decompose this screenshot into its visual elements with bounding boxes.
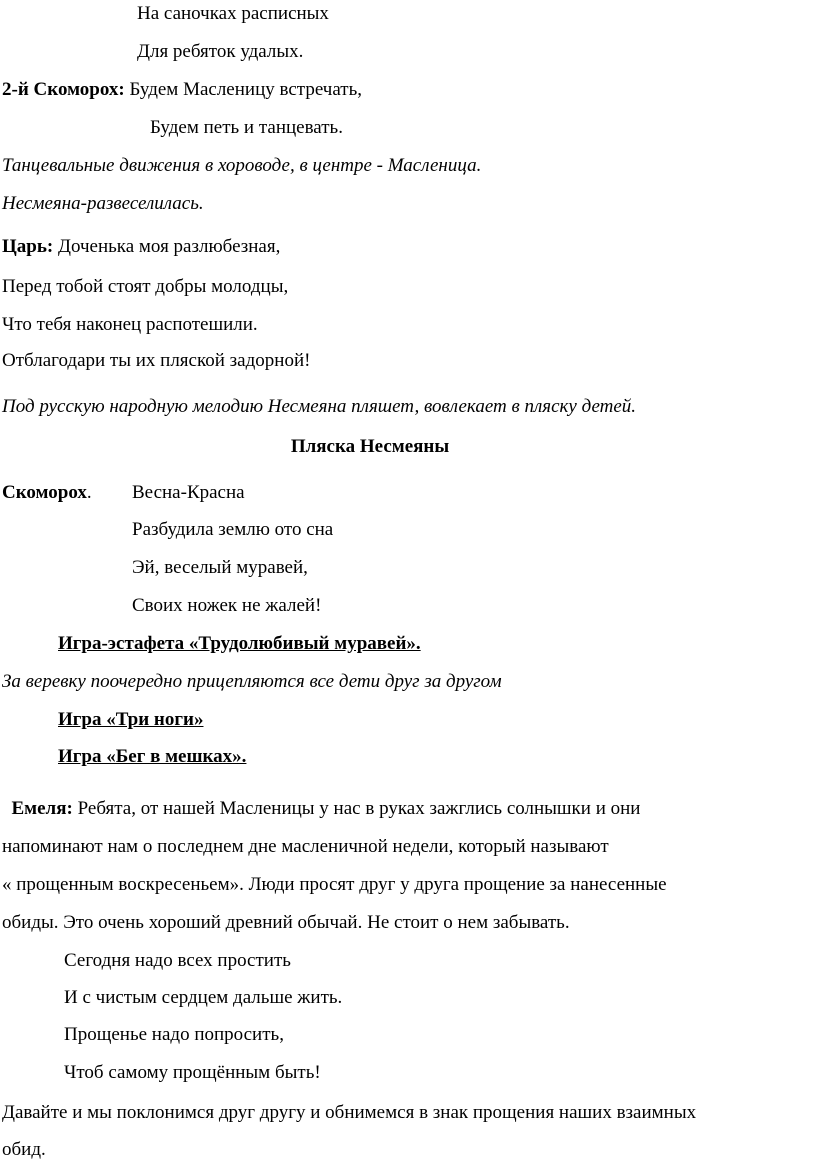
speaker-name: Емеля: — [2, 798, 73, 819]
verse-line: Прощенье надо попросить, — [64, 1024, 284, 1045]
stage-direction: Под русскую народную мелодию Несмеяна пляшет, вовлекает в пляску детей. — [2, 396, 637, 417]
speaker-name: Скоморох — [2, 482, 87, 503]
speaker-line — [2, 236, 280, 258]
stage-direction: Танцевальные движения в хороводе, в центре - Масленица. — [2, 155, 482, 176]
verse-line: Для ребяток удалых. — [137, 41, 304, 62]
verse-line: Эй, веселый муравей, — [132, 557, 308, 578]
verse-line: Своих ножек не жалей! — [132, 595, 322, 616]
verse-line: На саночках расписных — [137, 3, 329, 24]
game-heading: Игра «Три ноги» — [58, 709, 204, 730]
speaker-text: Доченька моя разлюбезная, — [53, 236, 281, 257]
paragraph-line: напоминают нам о последнем дне масленичной недели, который называют — [2, 836, 609, 857]
verse-line: Разбудила землю ото сна — [132, 519, 334, 540]
stage-direction: Несмеяна-развеселилась. — [2, 193, 204, 214]
verse-line: Сегодня надо всех простить — [64, 950, 291, 971]
speaker-text: Ребята, от нашей Масленицы у нас в руках зажглись солнышки и они — [72, 798, 641, 819]
paragraph-line: « прощенным воскресеньем». Люди просят друг у друга прощение за нанесенные — [2, 874, 667, 895]
paragraph-line: обиды. Это очень хороший древний обычай. Не стоит о нем забывать. — [2, 912, 570, 933]
verse-line: Чтоб самому прощённым быть! — [64, 1062, 321, 1083]
verse-line: Будем петь и танцевать. — [150, 117, 343, 138]
verse-line: Что тебя наконец распотешили. — [2, 314, 258, 335]
game-heading: Игра-эстафета «Трудолюбивый муравей». — [58, 633, 421, 654]
speaker-line — [2, 482, 92, 504]
stage-direction: За веревку поочередно прицепляются все дети друг за другом — [2, 671, 502, 692]
verse-line: И с чистым сердцем дальше жить. — [64, 987, 343, 1008]
speaker-punct: . — [86, 482, 92, 503]
paragraph-line: обид. — [2, 1139, 46, 1160]
speaker-line — [2, 79, 362, 101]
verse-line: Весна-Красна — [132, 482, 245, 503]
speaker-text: Будем Масленицу встречать, — [124, 79, 362, 100]
verse-line: Отблагодари ты их пляской задорной! — [2, 350, 311, 371]
paragraph-line: Давайте и мы поклонимся друг другу и обнимемся в знак прощения наших взаимных — [2, 1102, 697, 1123]
speaker-name: Царь: — [2, 236, 54, 257]
speaker-name: 2-й Скоморох: — [2, 79, 125, 100]
verse-line: Перед тобой стоят добры молодцы, — [2, 276, 289, 297]
game-heading: Игра «Бег в мешках». — [58, 746, 247, 767]
speaker-line — [2, 798, 640, 820]
section-heading: Пляска Несмеяны — [290, 436, 450, 457]
